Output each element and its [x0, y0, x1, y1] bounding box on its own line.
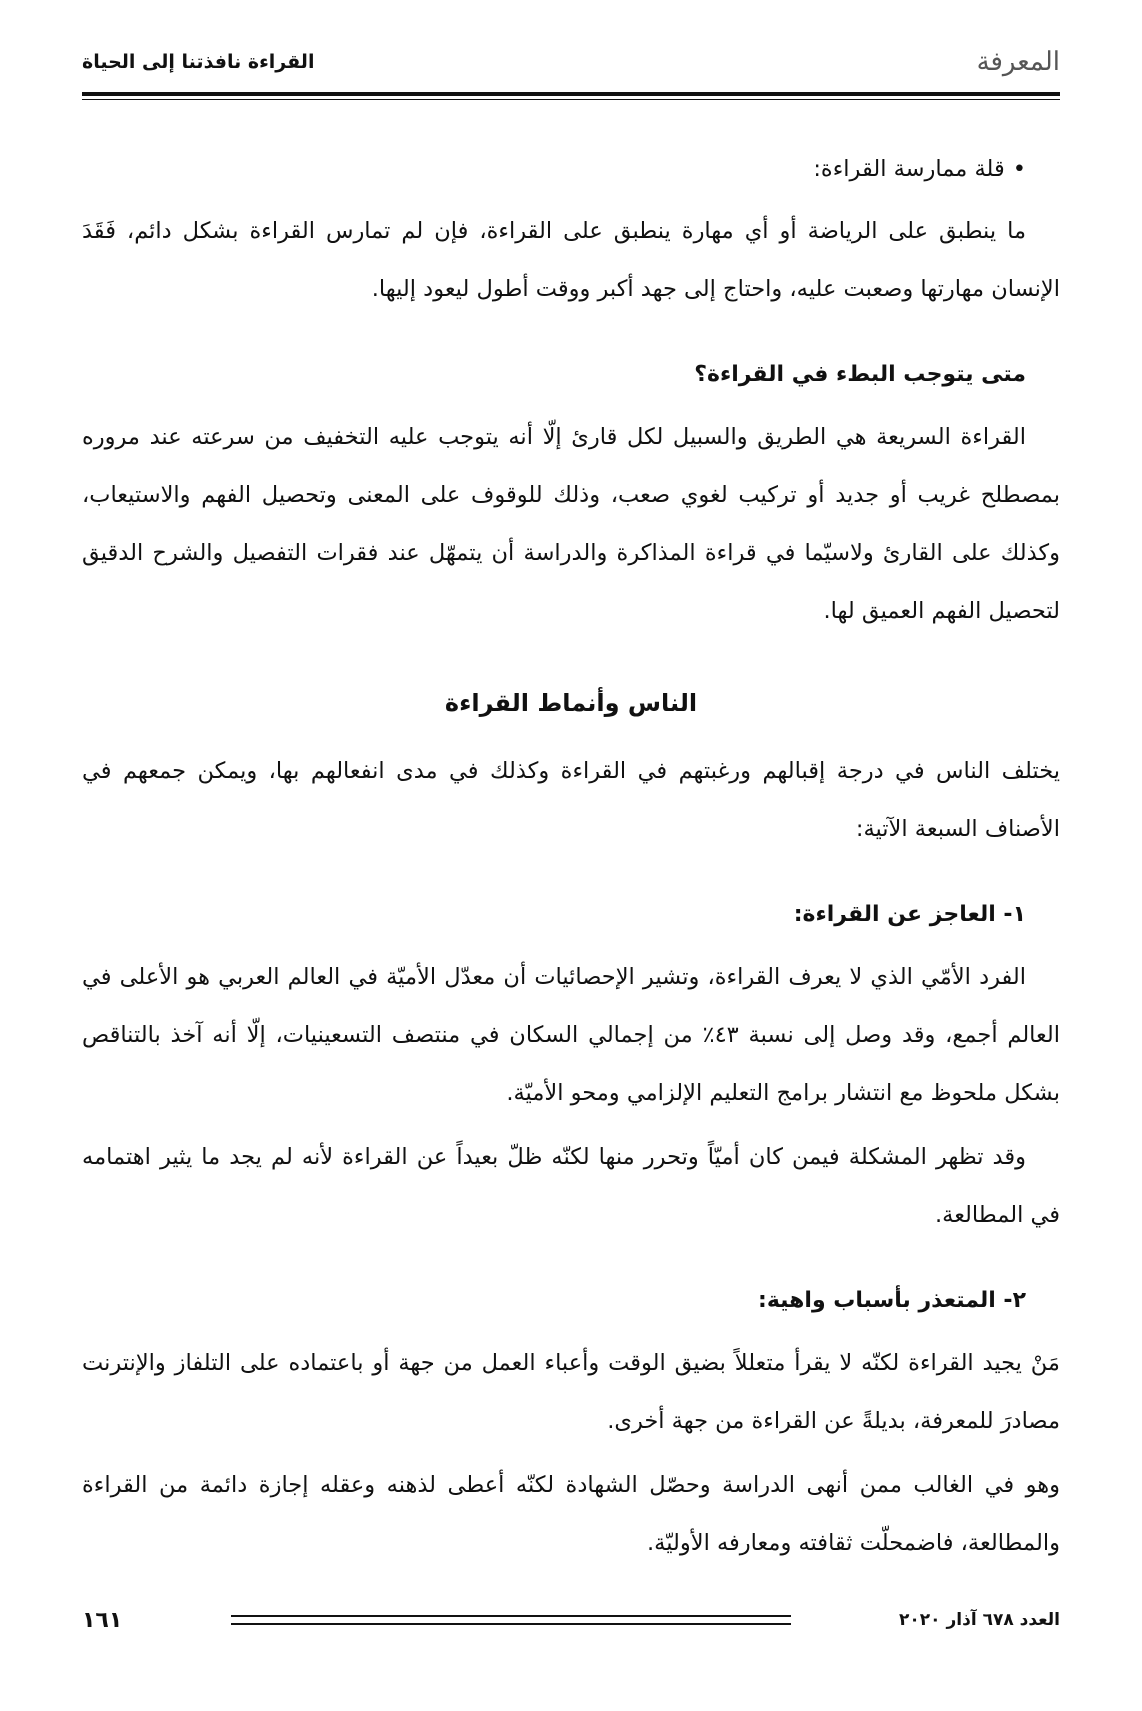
- section-title: الناس وأنماط القراءة: [444, 689, 698, 717]
- issue-info: العدد ٦٧٨ آذار ٢٠٢٠: [899, 1610, 1060, 1630]
- header-rule-thin: [82, 99, 1060, 100]
- paragraph-former-illiterate: وقد تظهر المشكلة فيمن كان أميّاً وتحرر منها لكنّه ظلّ بعيداً عن القراءة لأنه لم يجد ما يثير اهتمامه في المطالعة.: [82, 1144, 1060, 1228]
- subheading-excuses: ٢- المتعذر بأسباب واهية:: [758, 1288, 1026, 1313]
- header-rule-thick: [82, 92, 1060, 96]
- footer-rule: [231, 1615, 791, 1625]
- question-heading: متى يتوجب البطء في القراءة؟: [694, 362, 1026, 387]
- bullet-heading: [82, 140, 1060, 198]
- page-footer: [82, 1600, 1060, 1640]
- running-title: القراءة نافذتنا إلى الحياة: [82, 51, 315, 73]
- article-body: [82, 140, 1060, 1578]
- subheading-illiterate: ١- العاجز عن القراءة:: [793, 902, 1026, 927]
- paragraph-reader-types: يختلف الناس في درجة إقبالهم ورغبتهم في القراءة وكذلك في مدى انفعالهم بها، ويمكن جمعهم في الأصناف السبعة الآتية:: [82, 758, 1060, 842]
- paragraph-slow-reading: القراءة السريعة هي الطريق والسبيل لكل قارئ إلّا أنه يتوجب عليه التخفيف من سرعته عند مروره بمصطلح غريب أو جديد أو تركيب لغوي صعب، وذلك للوقوف على المعنى وتحصيل الفهم والاستيعاب، وكذلك على القارئ ولاسيّما في قراءة المذاكرة والدراسة أن يتمهّل عند فقرات التفصيل والشرح الدقيق لتحصيل الفهم العميق لها.: [82, 424, 1060, 624]
- paragraph-graduate: وهو في الغالب ممن أنهى الدراسة وحصّل الشهادة لكنّه أعطى لذهنه وعقله إجازة دائمة من القراءة والمطالعة، فاضمحلّت ثقافته ومعارفه الأوليّة.: [82, 1472, 1060, 1556]
- paragraph-practice: ما ينطبق على الرياضة أو أي مهارة ينطبق على القراءة، فإن لم تمارس القراءة بشكل دائم، فَقَدَ الإنسان مهارتها وصعبت عليه، واحتاج إلى جهد أكبر ووقت أطول ليعود إليها.: [82, 218, 1060, 302]
- paragraph-excuses: مَنْ يجيد القراءة لكنّه لا يقرأ متعللاً بضيق الوقت وأعباء العمل من جهة أو باعتماده على التلفاز والإنترنت مصادرَ للمعرفة، بديلةً عن القراءة من جهة أخرى.: [82, 1350, 1060, 1434]
- magazine-logo: المعرفة: [976, 47, 1060, 77]
- running-header: [82, 40, 1060, 84]
- bullet-icon: •: [1012, 156, 1026, 182]
- page-number: ١٦١: [82, 1607, 123, 1633]
- bullet-heading-text: قلة ممارسة القراءة:: [813, 156, 1005, 182]
- paragraph-illiteracy: الفرد الأمّي الذي لا يعرف القراءة، وتشير الإحصائيات أن معدّل الأميّة في العالم العربي هو الأعلى في العالم أجمع، وقد وصل إلى نسبة ٤٣٪ من إجمالي السكان في منتصف التسعينيات، إلّا أنه آخذ بالتناقص بشكل ملحوظ مع انتشار برامج التعليم الإلزامي ومحو الأميّة.: [82, 964, 1061, 1106]
